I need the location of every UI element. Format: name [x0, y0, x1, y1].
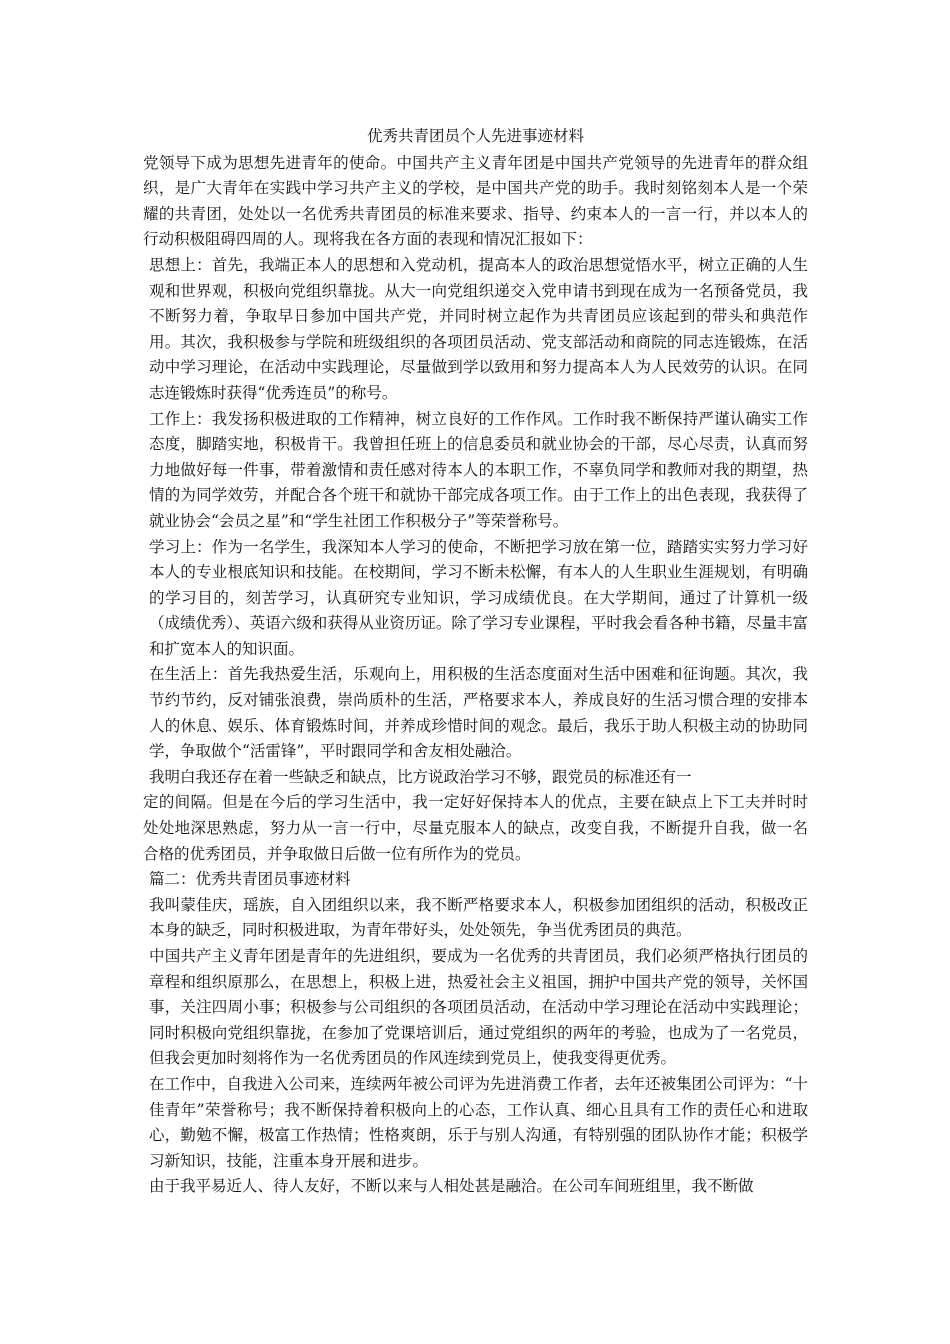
paragraph-league-organization: 中国共产主义青年团是青年的先进组织，要成为一名优秀的共青团员，我们必须严格执行团员的章程和组织原那么，在思想上，积极上进，热爱社会主义祖国，拥护中国共产党的领导，关怀国事，关注四周小事；积极参与公司组织的各项团员活动，在活动中学习理论在活动中实践理论；同时积极向党组织靠拢，在参加了党课培训后，通过党组织的两年的考验，也成为了一名党员，但我会更加时刻将作为一名优秀团员的作风连续到党员上，使我变得更优秀。	[149, 947, 808, 1068]
paragraph-thought: 思想上：首先，我端正本人的思想和入党动机，提高本人的政治思想觉悟水平，树立正确的人生观和世界观，积极向党组织靠拢。从大一向党组织递交入党申请书到现在成为一名预备党员，我不断努力着，争取早日参加中国共产党，并同时树立起作为共青团员应该起到的带头和典范作用。其次，我积极参与学院和班级组织的各项团员活动、党支部活动和商院的同志连锻炼，在活动中学习理论，在活动中实践理论，尽量做到学以致用和努力提高本人为人民效劳的认识。在同志连锻炼时获得“优秀连员”的称号。	[149, 255, 808, 402]
paragraph-study: 学习上：作为一名学生，我深知本人学习的使命，不断把学习放在第一位，踏踏实实努力学习好本人的专业根底知识和技能。在校期间，学习不断未松懈，有本人的人生职业生涯规划，有明确的学习目的，刻苦学习，认真研究专业知识，学习成绩优良。在大学期间，通过了计算机一级（成绩优秀）、英语六级和获得从业资历证。除了学习专业课程，平时我会看各种书籍，尽量丰富和扩宽本人的知识面。	[149, 537, 808, 658]
paragraph-work: 工作上：我发扬积极进取的工作精神，树立良好的工作作风。工作时我不断保持严谨认确实工作态度，脚踏实地，积极肯干。我曾担任班上的信息委员和就业协会的干部，尽心尽责，认真而努力地做好每一件事，带着激情和责任感对待本人的本职工作，不辜负同学和教师对我的期望，热情的为同学效劳，并配合各个班干和就协干部完成各项工作。由于工作上的出色表现，我获得了就业协会“会员之星”和“学生社团工作积极分子”等荣誉称号。	[149, 409, 808, 530]
document-page	[143, 124, 808, 1200]
paragraph-at-work: 在工作中，自我进入公司来，连续两年被公司评为先进消费工作者，去年还被集团公司评为：“十佳青年”荣誉称号；我不断保持着积极向上的心态，工作认真、细心且具有工作的责任心和进取心，勤勉不懈，极富工作热情；性格爽朗，乐于与别人沟通，有特别强的团队协作才能；积极学习新知识，技能，注重本身开展和进步。	[149, 1074, 808, 1170]
paragraph-shortcomings-continued: 定的间隔。但是在今后的学习生活中，我一定好好保持本人的优点，主要在缺点上下工夫并时时处处地深思熟虑，努力从一言一行中，尽量克服本人的缺点，改变自我，不断提升自我，做一名合格的优秀团员，并争取做日后做一位有所作为的党员。	[143, 793, 808, 863]
paragraph-self-intro: 我叫蒙佳庆，瑶族，自入团组织以来，我不断严格要求本人，积极参加团组织的活动，积极改正本身的缺乏，同时积极进取，为青年带好头，处处领先，争当优秀团员的典范。	[149, 895, 808, 940]
paragraph-relations: 由于我平易近人、待人友好，不断以来与人相处甚是融洽。在公司车间班组里，我不断做	[149, 1177, 754, 1196]
document-title: 优秀共青团员个人先进事迹材料	[366, 127, 584, 145]
paragraph-life: 在生活上：首先我热爱生活，乐观向上，用积极的生活态度面对生活中困难和征询题。其次，我节约节约，反对铺张浪费，崇尚质朴的生活，严格要求本人，养成良好的生活习惯合理的安排本人的休息、娱乐、体育锻炼时间，并养成珍惜时间的观念。最后，我乐于助人积极主动的协助同学，争取做个“活雷锋”，平时跟同学和舍友相处融洽。	[149, 665, 808, 761]
paragraph-shortcomings-start: 我明白我还存在着一些缺乏和缺点，比方说政治学习不够，跟党员的标准还有一	[149, 767, 692, 786]
section-heading-part-two: 篇二：优秀共青团员事迹材料	[149, 870, 351, 889]
paragraph-intro: 党领导下成为思想先进青年的使命。中国共产主义青年团是中国共产党领导的先进青年的群众组织，是广大青年在实践中学习共产主义的学校，是中国共产党的助手。我时刻铭刻本人是一个荣耀的共青团，处处以一名优秀共青团员的标准来要求、指导、约束本人的一言一行，并以本人的行动积极阻碍四周的人。现将我在各方面的表现和情况汇报如下：	[143, 153, 808, 249]
